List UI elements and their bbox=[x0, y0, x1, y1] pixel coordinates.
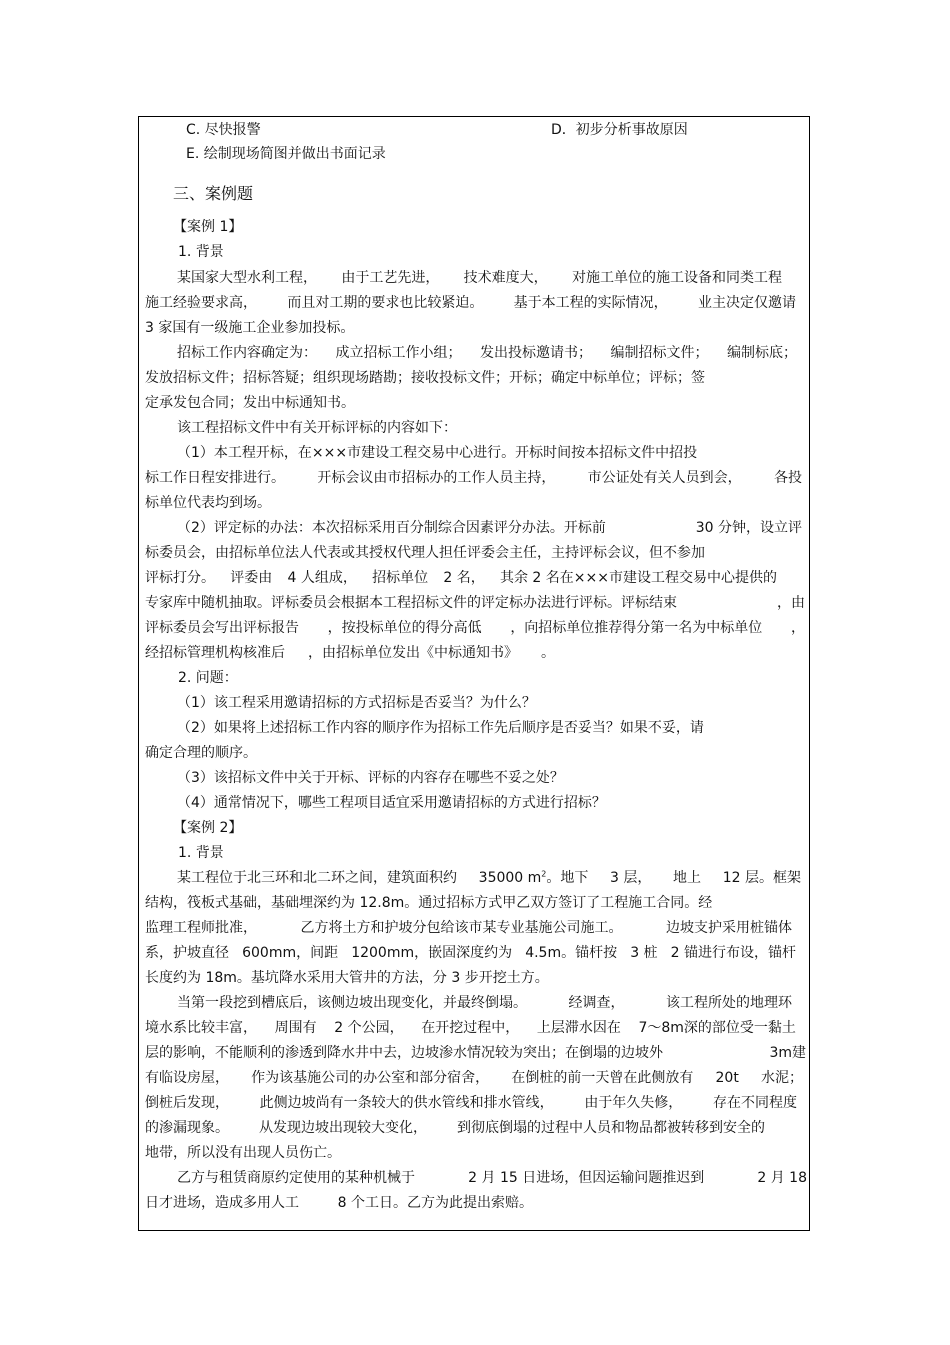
case1-line-7: 该工程招标文件中有关开标评标的内容如下： bbox=[177, 420, 457, 436]
case2-line-9: 有临设房屋， 作为该基施公司的办公室和部分宿舍， 在倒桩的前一天曾在此侧放有 20t 水泥； bbox=[145, 1070, 803, 1086]
case1-line-1: 某国家大型水利工程， 由于工艺先进， 技术难度大， 对施工单位的施工设备和同类工程 bbox=[177, 270, 782, 286]
case1-line-3: 3 家国有一级施工企业参加投标。 bbox=[145, 320, 355, 336]
case1-line-13: 评标打分。 评委由 4 人组成， 招标单位 2 名， 其余 2 名在×××市建设工程交易中心提供的 bbox=[145, 570, 777, 586]
case1-question-2-cont: 确定合理的顺序。 bbox=[145, 745, 257, 761]
case1-title: 【案例 1】 bbox=[173, 219, 243, 235]
case2-line-6: 当第一段挖到槽底后，该侧边坡出现变化，并最终倒塌。 经调查， 该工程所处的地理环 bbox=[177, 995, 792, 1011]
section-title: 三、案例题 bbox=[173, 184, 254, 203]
case1-question-heading: 2. 问题： bbox=[178, 670, 238, 686]
case1-line-10: 标单位代表均到场。 bbox=[145, 495, 271, 511]
option-d: D．初步分析事故原因 bbox=[551, 122, 688, 138]
case2-line-4: 系，护坡直径 600mm，间距 1200mm，嵌固深度约为 4.5m。锚杆按 3 桩 2 锚进行布设，锚杆 bbox=[145, 945, 796, 961]
case2-line-13: 乙方与租赁商原约定使用的某种机械于 2 月 15 日进场，但因运输问题推迟到 2 月 18 bbox=[177, 1170, 807, 1186]
case1-background-heading: 1. 背景 bbox=[178, 244, 224, 260]
case1-line-8: （1）本工程开标，在×××市建设工程交易中心进行。开标时间按本招标文件中招投 bbox=[177, 445, 698, 461]
case1-line-11: （2）评定标的办法：本次招标采用百分制综合因素评分办法。开标前 30 分钟，设立评 bbox=[177, 520, 802, 536]
case1-line-4: 招标工作内容确定为： 成立招标工作小组； 发出投标邀请书； 编制招标文件； 编制标底； bbox=[177, 345, 797, 361]
case2-line-3: 监理工程师批准， 乙方将土方和护坡分包给该市某专业基施公司施工。 边坡支护采用桩锚体 bbox=[145, 920, 792, 936]
case1-question-1: （1）该工程采用邀请招标的方式招标是否妥当？为什么？ bbox=[177, 695, 536, 711]
case2-line-7: 境水系比较丰富， 周围有 2 个公园， 在开挖过程中， 上层滞水因在 7～8m深的部位受一黏土 bbox=[145, 1020, 796, 1036]
case1-line-12: 标委员会，由招标单位法人代表或其授权代理人担任评委会主任，主持评标会议，但不参加 bbox=[145, 545, 705, 561]
case2-line-12: 地带，所以没有出现人员伤亡。 bbox=[145, 1145, 341, 1161]
option-c: C. 尽快报警 bbox=[186, 122, 261, 138]
case1-line-5: 发放招标文件；招标答疑；组织现场踏勘；接收投标文件；开标；确定中标单位；评标；签 bbox=[145, 370, 705, 386]
case2-title: 【案例 2】 bbox=[173, 820, 243, 836]
case2-line-1: 某工程位于北三环和北二环之间，建筑面积约 35000 $m^2$。地下 3 层， 地上 12 层。框架 bbox=[177, 869, 801, 886]
case1-line-2: 施工经验要求高， 而且对工期的要求也比较紧迫。 基于本工程的实际情况， 业主决定仅邀请 bbox=[145, 295, 796, 311]
case1-line-16: 经招标管理机构核准后 ，由招标单位发出《中标通知书》 。 bbox=[145, 645, 555, 661]
case1-question-4: （4）通常情况下，哪些工程项目适宜采用邀请招标的方式进行招标？ bbox=[177, 795, 606, 811]
option-e: E. 绘制现场简图并做出书面记录 bbox=[186, 146, 386, 162]
case2-line-14: 日才进场，造成多用人工 8 个工日。乙方为此提出索赔。 bbox=[145, 1195, 533, 1211]
case2-line-11: 的渗漏现象。 从发现边坡出现较大变化， 到彻底倒塌的过程中人员和物品都被转移到安全的 bbox=[145, 1120, 765, 1136]
case1-question-3: （3）该招标文件中关于开标、评标的内容存在哪些不妥之处？ bbox=[177, 770, 564, 786]
case2-background-heading: 1. 背景 bbox=[178, 845, 224, 861]
case2-line-2: 结构，筏板式基础，基础埋深约为 12.8m。通过招标方式甲乙双方签订了工程施工合同。经 bbox=[145, 895, 713, 911]
case2-line-10: 倒桩后发现， 此侧边坡尚有一条较大的供水管线和排水管线， 由于年久失修， 存在不同程度 bbox=[145, 1095, 797, 1111]
case1-line-9: 标工作日程安排进行。 开标会议由市招标办的工作人员主持， 市公证处有关人员到会， 各投 bbox=[145, 470, 802, 486]
case2-line-8: 层的影响，不能顺利的渗透到降水井中去，边坡渗水情况较为突出；在倒塌的边坡外 3m建 bbox=[145, 1045, 806, 1061]
case1-line-6: 定承发包合同；发出中标通知书。 bbox=[145, 395, 355, 411]
case1-question-2: （2）如果将上述招标工作内容的顺序作为招标工作先后顺序是否妥当？如果不妥，请 bbox=[177, 720, 704, 736]
case2-line-5: 长度约为 18m。基坑降水采用大管井的方法，分 3 步开挖土方。 bbox=[145, 970, 549, 986]
case1-line-15: 评标委员会写出评标报告 ，按投标单位的得分高低 ，向招标单位推荐得分第一名为中标单位 ， bbox=[145, 620, 805, 636]
case1-line-14: 专家库中随机抽取。评标委员会根据本工程招标文件的评定标办法进行评标。评标结束 ，由 bbox=[145, 595, 805, 611]
